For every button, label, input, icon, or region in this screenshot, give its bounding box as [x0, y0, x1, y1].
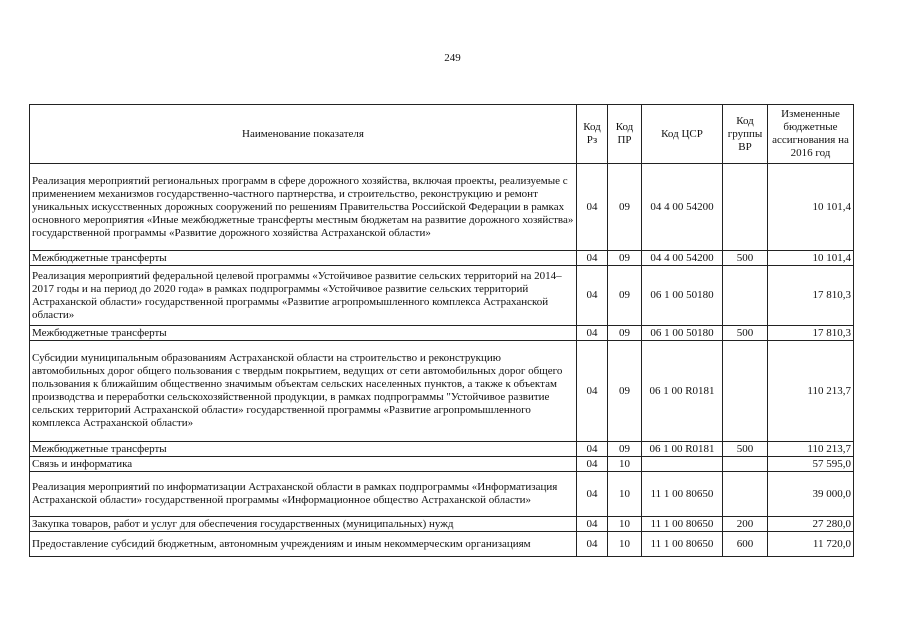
row-rz: 04: [577, 341, 608, 442]
row-amount: 10 101,4: [768, 251, 854, 266]
row-amount: 11 720,0: [768, 532, 854, 557]
row-name: Предоставление субсидий бюджетным, автономным учреждениям и иным некоммерческим организациям: [30, 532, 577, 557]
row-vr: 500: [723, 442, 768, 457]
row-amount: 17 810,3: [768, 266, 854, 326]
row-vr: 500: [723, 326, 768, 341]
row-csr: 04 4 00 54200: [642, 251, 723, 266]
row-name: Закупка товаров, работ и услуг для обеспечения государственных (муниципальных) нужд: [30, 517, 577, 532]
row-amount: 17 810,3: [768, 326, 854, 341]
row-name: Реализация мероприятий федеральной целевой программы «Устойчивое развитие сельских территорий на 2014–2017 годы и на период до 2020 года» в рамках подпрограммы «Устойчивое развитие сельских территорий Астраханской области» государственной программы «Развитие агропромышленного комплекса Астраханской области»: [30, 266, 577, 326]
budget-table: [29, 104, 854, 557]
row-rz: 04: [577, 442, 608, 457]
row-vr: [723, 472, 768, 517]
row-pr: 10: [608, 517, 642, 532]
table-row: [30, 341, 854, 442]
row-name: Межбюджетные трансферты: [30, 326, 577, 341]
row-pr: 09: [608, 341, 642, 442]
row-name: Реализация мероприятий по информатизации Астраханской области в рамках подпрограммы «Информатизация Астраханской области» государственной программы «Информационное общество Астраханской области»: [30, 472, 577, 517]
header-pr: Код ПР: [608, 105, 642, 164]
row-csr: 06 1 00 50180: [642, 326, 723, 341]
header-amount: Измененные бюджетные ассигнования на 2016 год: [768, 105, 854, 164]
row-pr: 10: [608, 472, 642, 517]
table-row: [30, 251, 854, 266]
row-name: Субсидии муниципальным образованиям Астраханской области на строительство и реконструкцию автомобильных дорог общего пользования с твердым покрытием, ведущих от сети автомобильных дорог общего пользования к ближайшим общественно значимым объектам сельских населенных пунктов, а также к объектам производства и переработки сельскохозяйственной продукции, в рамках подпрограммы "Устойчивое развитие сельских территорий Астраханской области» государственной программы «Развитие агропромышленного комплекса Астраханской области»: [30, 341, 577, 442]
table-header-row: [30, 105, 854, 164]
row-csr: [642, 457, 723, 472]
row-vr: [723, 164, 768, 251]
row-pr: 09: [608, 326, 642, 341]
row-vr: 500: [723, 251, 768, 266]
row-vr: [723, 457, 768, 472]
header-csr: Код ЦСР: [642, 105, 723, 164]
row-vr: [723, 341, 768, 442]
row-csr: 11 1 00 80650: [642, 532, 723, 557]
table-row: [30, 326, 854, 341]
row-csr: 06 1 00 R0181: [642, 341, 723, 442]
row-rz: 04: [577, 251, 608, 266]
row-rz: 04: [577, 532, 608, 557]
row-csr: 04 4 00 54200: [642, 164, 723, 251]
row-name: Межбюджетные трансферты: [30, 442, 577, 457]
row-csr: 11 1 00 80650: [642, 517, 723, 532]
row-amount: 27 280,0: [768, 517, 854, 532]
row-pr: 10: [608, 532, 642, 557]
row-amount: 110 213,7: [768, 442, 854, 457]
row-amount: 57 595,0: [768, 457, 854, 472]
table-row: [30, 164, 854, 251]
row-pr: 09: [608, 442, 642, 457]
table-row: [30, 532, 854, 557]
table-row: [30, 442, 854, 457]
row-rz: 04: [577, 472, 608, 517]
row-csr: 11 1 00 80650: [642, 472, 723, 517]
row-name: Связь и информатика: [30, 457, 577, 472]
row-pr: 09: [608, 251, 642, 266]
row-rz: 04: [577, 517, 608, 532]
row-rz: 04: [577, 164, 608, 251]
row-rz: 04: [577, 266, 608, 326]
row-amount: 39 000,0: [768, 472, 854, 517]
row-rz: 04: [577, 326, 608, 341]
row-pr: 10: [608, 457, 642, 472]
row-vr: 200: [723, 517, 768, 532]
row-pr: 09: [608, 164, 642, 251]
page-number: 249: [444, 52, 461, 64]
table-row: [30, 517, 854, 532]
row-rz: 04: [577, 457, 608, 472]
row-name: Межбюджетные трансферты: [30, 251, 577, 266]
table-row: [30, 457, 854, 472]
row-csr: 06 1 00 R0181: [642, 442, 723, 457]
row-amount: 110 213,7: [768, 341, 854, 442]
row-name: Реализация мероприятий региональных программ в сфере дорожного хозяйства, включая проекты, реализуемые с применением механизмов государственно-частного партнерства, и строительство, реконструкцию и ремонт уникальных искусственных дорожных сооружений по решениям Правительства Российской Федерации в рамках основного мероприятия «Иные межбюджетные трансферты местным бюджетам на развитие дорожного хозяйства» государственной программы «Развитие дорожного хозяйства Астраханской области»: [30, 164, 577, 251]
row-vr: 600: [723, 532, 768, 557]
header-vr: Код группы ВР: [723, 105, 768, 164]
header-name: Наименование показателя: [30, 105, 577, 164]
table-row: [30, 266, 854, 326]
row-vr: [723, 266, 768, 326]
header-rz: Код Рз: [577, 105, 608, 164]
row-csr: 06 1 00 50180: [642, 266, 723, 326]
table-row: [30, 472, 854, 517]
row-amount: 10 101,4: [768, 164, 854, 251]
row-pr: 09: [608, 266, 642, 326]
